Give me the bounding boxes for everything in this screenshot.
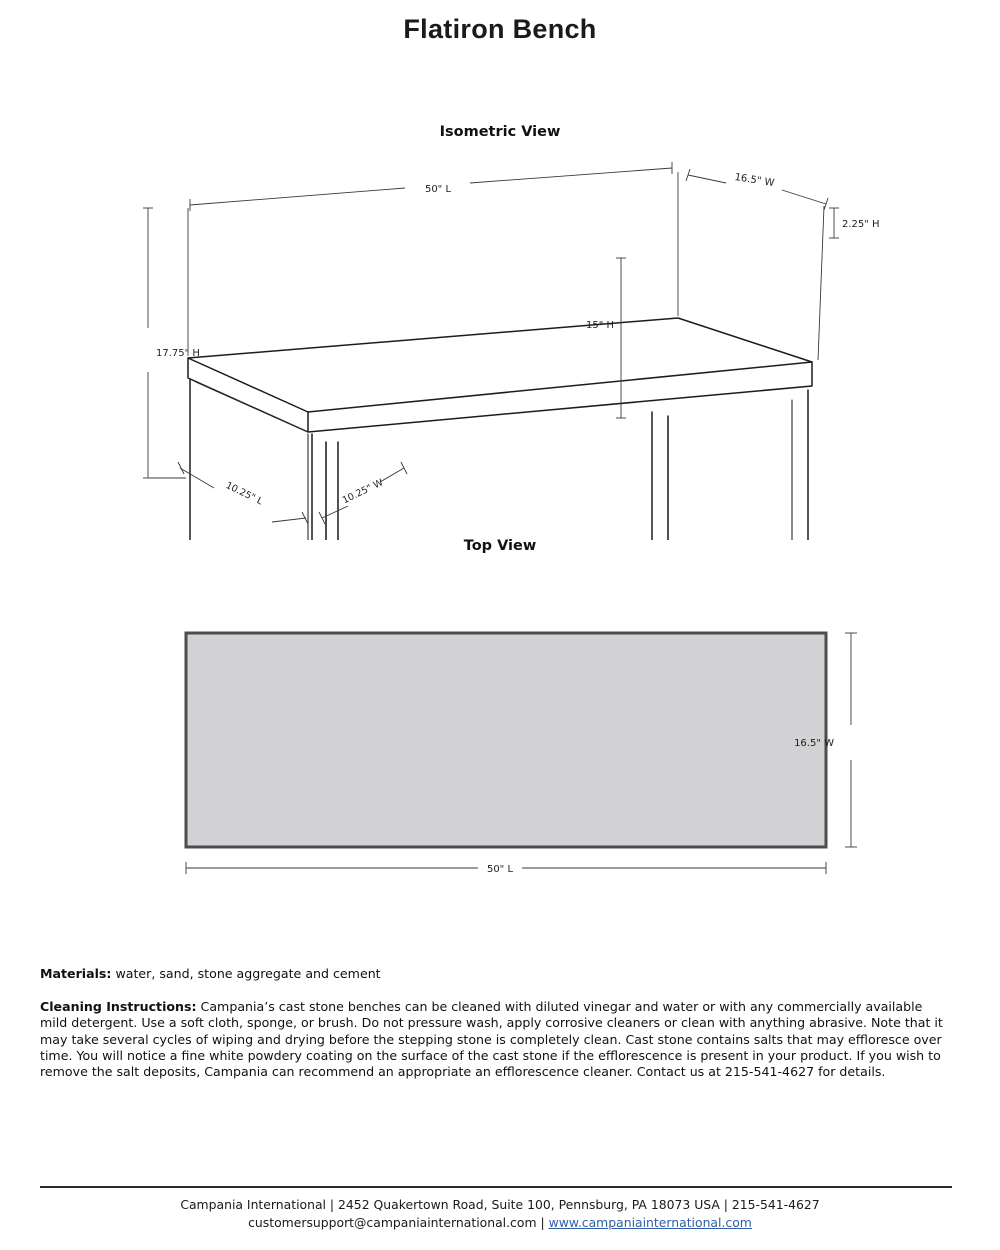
footer-email: customersupport@campaniainternational.com <box>248 1215 537 1230</box>
page-title: Flatiron Bench <box>403 14 597 44</box>
materials-text: water, sand, stone aggregate and cement <box>111 966 381 981</box>
dimension-label-overall-height: 17.75" H <box>156 348 200 359</box>
dimension-label-foot-width: 10.25" W <box>340 477 386 507</box>
isometric-view-heading: Isometric View <box>439 124 561 140</box>
footer-company-line: Campania International | 2452 Quakertown Road, Suite 100, Pennsburg, PA 18073 USA | 215-541-4627 <box>180 1197 820 1212</box>
dimension-label-leg-clearance: 15" H <box>585 320 614 331</box>
dimension-overall-height <box>143 208 200 478</box>
cleaning-text: Campania’s cast stone benches can be cleaned with diluted vinegar and water or with any commercially available mild detergent. Use a soft cloth, sponge, or brush. Do not pressure wash, apply corrosive cleaners or clean with anything abrasive. Note that it may take several cycles of wiping and drying before the stepping stone is completely clean. Cast stone contains salts that may effloresce over time. You will notice a fine white powdery coating on the surface of the cast stone if the efflorescence is present in your product. If you wish to remove the salt deposits, Campania can recommend an appropriate an efflorescence cleaner. Contact us at 215-541-4627 for details. <box>40 999 943 1080</box>
footer-contact-line <box>0 1214 1000 1232</box>
dimension-label-foot-length: 10.25" L <box>223 480 265 508</box>
dimension-label-top-view-length: 50" L <box>486 864 514 875</box>
dimension-length-top <box>190 162 672 211</box>
dimension-width-top <box>686 169 828 210</box>
dimension-foot-length <box>178 462 308 524</box>
dimension-label-width-top: 16.5" W <box>733 171 775 190</box>
dimension-label-slab-thickness: 2.25" H <box>842 219 880 230</box>
dimension-leg-clearance <box>586 258 626 418</box>
dimension-top-view-length <box>186 862 826 875</box>
footer-separator: | <box>536 1215 549 1230</box>
footer-website-link[interactable]: www.campaniainternational.com <box>548 1215 752 1230</box>
dimension-foot-width <box>319 462 407 524</box>
top-view-drawing <box>0 600 1000 900</box>
cleaning-instructions-section <box>40 999 952 1081</box>
dimension-slab-thickness <box>829 208 880 238</box>
materials-label: Materials: <box>40 966 112 981</box>
bench-line-art <box>188 318 812 540</box>
isometric-drawing <box>0 150 1000 540</box>
materials-section <box>40 966 952 982</box>
top-view-heading: Top View <box>463 538 537 554</box>
footer-divider <box>40 1186 952 1188</box>
dimension-label-length-top: 50" L <box>424 184 452 195</box>
cleaning-label: Cleaning Instructions: <box>40 999 197 1014</box>
top-view-plate <box>186 633 826 847</box>
dimension-label-top-view-width: 16.5" W <box>794 738 834 749</box>
